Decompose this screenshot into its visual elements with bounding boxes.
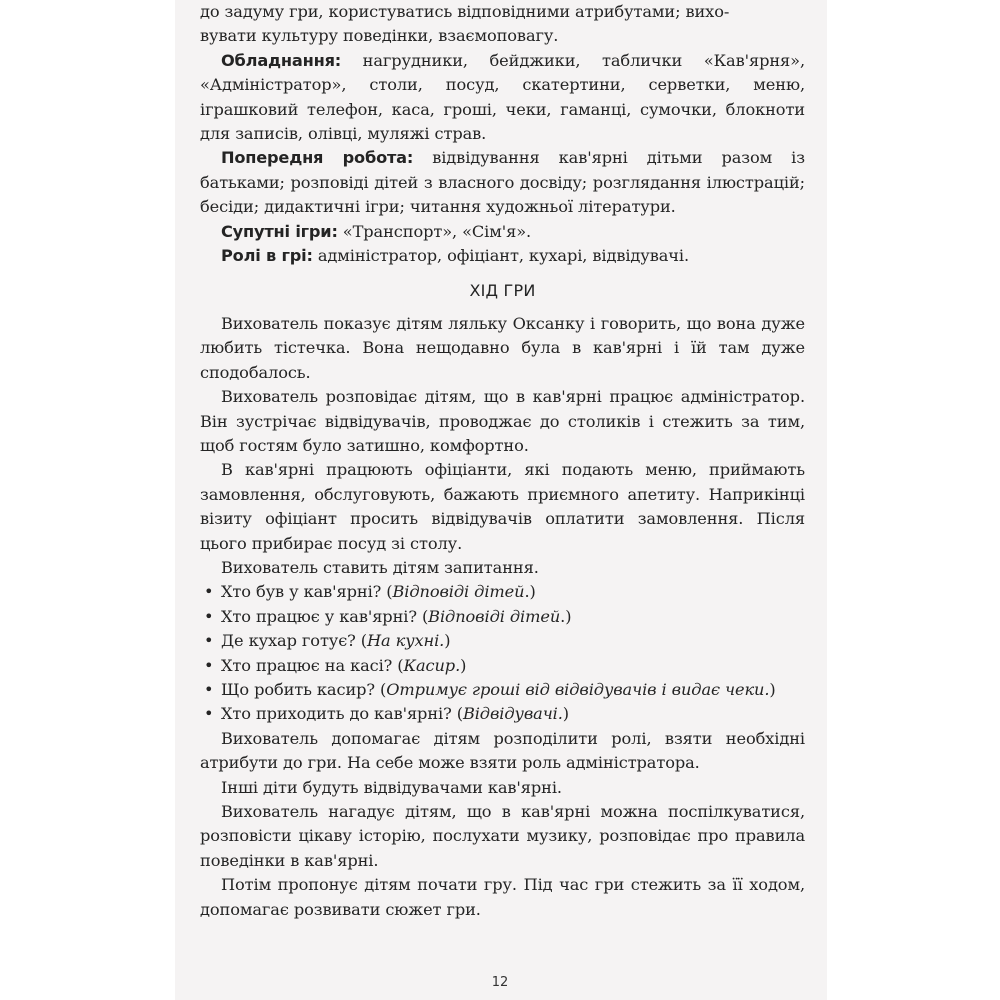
roles-label: Ролі в грі: [221, 246, 313, 266]
paragraph-6: Інші діти будуть відвідувачами кав'ярні. [221, 777, 562, 797]
bullet: • [204, 606, 214, 626]
paragraph-8: Потім пропонує дітям почати гру. Під час гри стежить за її ходом, допомагає розвивати сюжет гри. [200, 875, 805, 919]
list-item: • Що робить касир? (Отримує гроші від відвідувачів і видає чеки.) [200, 678, 805, 702]
equipment-text: нагрудники, бейджики, таблички «Кав'ярня», «Адміністратор», столи, посуд, скатертини, серветки, меню, іграшковий телефон, каса, гроші, чеки, гаманці, сумочки, блокноти для записів, олівці, муляжі страв. [200, 50, 805, 144]
equipment-label: Обладнання: [221, 50, 342, 70]
paragraph-5: Вихователь допомагає дітям розподілити ролі, взяти необхідні атрибути до гри. На себе може взяти роль адміністратора. [200, 728, 805, 773]
equipment-paragraph [200, 49, 805, 147]
paragraph-2: Вихователь розповідає дітям, що в кав'ярні працює адміністратор. Він зустрічає відвідувачів, проводжає до столиків і стежить за тим, щоб гостям було затишно, комфортно. [200, 387, 805, 455]
preparation-text: відвідування кав'ярні дітьми разом із батьками; розповіді дітей з власного досвіду; розглядання ілюстрацій; бесіди; дидактичні ігри; читання художньої літератури. [200, 148, 805, 217]
bullet: • [204, 655, 214, 675]
section-heading: ХІД ГРИ [469, 281, 536, 301]
roles-paragraph [200, 244, 805, 268]
bullet: • [204, 631, 214, 651]
page-number: 12 [491, 975, 509, 990]
related-games-text: «Транспорт», «Сім'я». [337, 221, 532, 241]
list-item: • Хто був у кав'ярні? (Відповіді дітей.) [200, 580, 805, 604]
page-text [200, 0, 805, 922]
roles-text: адміністратор, офіціант, кухарі, відвідувачі. [312, 246, 690, 266]
bullet: • [204, 704, 214, 724]
list-item: • Де кухар готує? (На кухні.) [200, 629, 805, 653]
paragraph-3: В кав'ярні працюють офіціанти, які подають меню, приймають замовлення, обслуговують, бажають приємного апетиту. Наприкінці візиту офіціант просить відвідувачів оплатити замовлення. Після цього прибирає посуд зі столу. [200, 460, 805, 553]
preparation-paragraph [200, 146, 805, 219]
intro-line-1: до задуму гри, користуватись відповідними атрибутами; вихо- [200, 2, 730, 21]
question-list [200, 580, 805, 726]
paragraph-7: Вихователь нагадує дітям, що в кав'ярні можна поспілкуватися, розповісти цікаву історію, послухати музику, розповідає про правила поведінки в кав'ярні. [200, 802, 805, 870]
bullet: • [204, 679, 214, 699]
bullet: • [204, 582, 214, 602]
list-item: • Хто працює на касі? (Касир.) [200, 654, 805, 678]
list-item: • Хто приходить до кав'ярні? (Відвідувачі.) [200, 702, 805, 726]
related-games-label: Супутні ігри: [221, 221, 338, 241]
paragraph-4: Вихователь ставить дітям запитання. [221, 557, 539, 577]
related-games-paragraph [200, 220, 805, 244]
intro-line-2: вувати культуру поведінки, взаємоповагу. [200, 26, 559, 46]
preparation-label: Попередня робота: [221, 148, 414, 168]
list-item: • Хто працює у кав'ярні? (Відповіді дітей.) [200, 605, 805, 629]
paragraph-1: Вихователь показує дітям ляльку Оксанку і говорить, що вона дуже любить тістечка. Вона нещодавно була в кав'ярні і їй там дуже сподобалось. [200, 313, 805, 382]
